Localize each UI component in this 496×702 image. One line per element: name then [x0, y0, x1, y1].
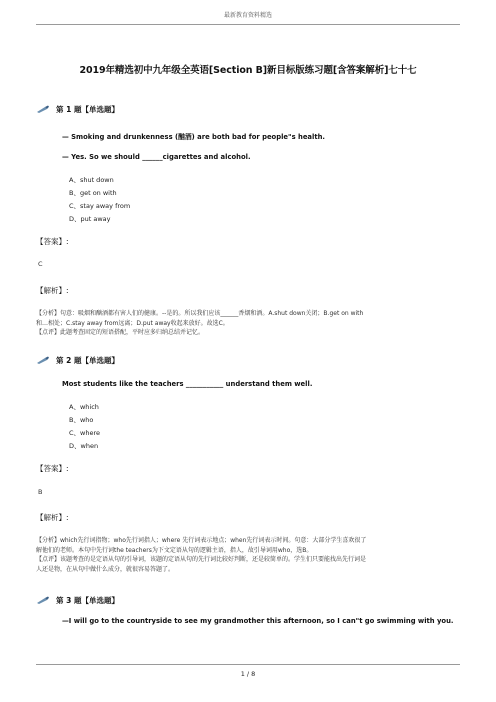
pen-icon — [36, 105, 50, 114]
question-1-option-a[interactable]: A、shut down — [69, 176, 114, 184]
analysis-line: 和…相处；C.stay away from远离；D.put away收起来放好。故选C。 — [36, 319, 229, 327]
question-1-option-c[interactable]: C、stay away from — [69, 202, 131, 210]
question-1-stem-line-1: — Smoking and drunkenness (酗酒) are both bad for people"s health. — [62, 133, 326, 141]
question-1-head-text: 第 1 题【单选题】 — [56, 105, 119, 114]
question-2-option-b[interactable]: B、who — [69, 416, 94, 424]
pen-icon — [36, 356, 50, 365]
document-title: 2019年精选初中九年级全英语[Section B]新目标版练习题[含答案解析]七十七 — [79, 65, 417, 76]
page-number: 1 / 8 — [240, 670, 256, 678]
question-1-heading — [36, 104, 119, 115]
question-2-stem-line-1: Most students like the teachers ___________ understand them well. — [62, 380, 313, 388]
pen-icon — [36, 596, 50, 605]
analysis-line: 人还是物，在从句中做什么成分，就很容易答题了。 — [36, 565, 175, 573]
analysis-line: 【点评】该题考查的是定语从句的引导词，该题的定语从句的先行词比较好判断，还是较简单的。学生们只要能找出先行词是 — [36, 556, 367, 563]
question-3-heading — [36, 595, 119, 606]
analysis-line: 解他们的老师。本句中先行词the teachers为下文定语从句的逻辑主语，指人，故引导词用who，选B。 — [36, 546, 313, 554]
question-2-answer-label: 【答案】: — [36, 464, 69, 473]
question-1-stem-line-2: — Yes. So we should ______cigarettes and alcohol. — [62, 153, 251, 161]
analysis-line: 【点评】此题考查固定的短语搭配，平时应多归纳总结并记忆。 — [36, 329, 205, 336]
page-header: 最新教育资料精选 — [223, 12, 272, 19]
question-2-analysis-label: 【解析】: — [36, 513, 69, 522]
question-1-answer: C — [38, 260, 43, 268]
analysis-line: 【分析】which先行词指物；who先行词指人；where 先行词表示地点；when先行词表示时间。句意：大部分学生喜欢很了 — [36, 537, 367, 544]
question-3-stem-line-1: —I will go to the countryside to see my grandmother this afternoon, so I can"t go swimming with you. — [62, 617, 454, 625]
question-1-option-b[interactable]: B、get on with — [69, 189, 117, 197]
question-1-analysis-label: 【解析】: — [36, 286, 69, 295]
question-2-option-d[interactable]: D、when — [69, 442, 99, 450]
question-1-answer-label: 【答案】: — [36, 237, 69, 246]
footer-divider — [36, 664, 460, 665]
question-3-head-text: 第 3 题【单选题】 — [56, 596, 119, 605]
question-2-option-c[interactable]: C、where — [69, 429, 101, 437]
question-1-analysis — [36, 309, 456, 338]
question-2-heading — [36, 355, 119, 366]
analysis-line: 【分析】句意：吸烟和酗酒都有害人们的健康。--是的。所以我们应该______香烟和酒。A.shut down关闭；B.get on with — [36, 310, 364, 317]
question-2-option-a[interactable]: A、which — [69, 403, 99, 411]
question-2-answer: B — [38, 488, 43, 496]
question-2-analysis — [36, 536, 456, 574]
header-divider — [36, 24, 460, 25]
question-1-option-d[interactable]: D、put away — [69, 215, 111, 223]
question-2-head-text: 第 2 题【单选题】 — [56, 356, 119, 365]
